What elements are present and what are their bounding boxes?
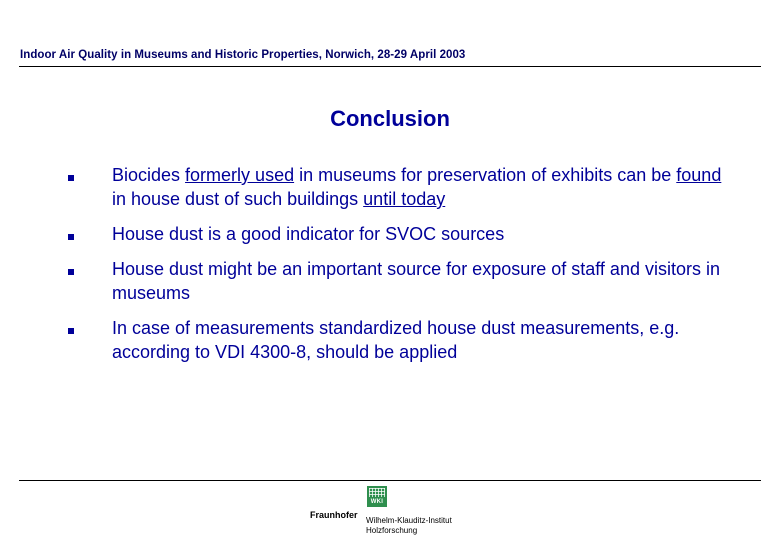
bullet-text-part: in house dust of such buildings (112, 189, 364, 209)
bullet-text: House dust might be an important source for exposure of staff and visitors in museums (112, 259, 720, 303)
header-divider (19, 66, 761, 67)
bullet-list (68, 163, 728, 375)
bullet-marker (68, 234, 74, 240)
bullet-item-measurements (68, 316, 728, 364)
fraunhofer-wki-logo (310, 486, 480, 538)
bullet-text: House dust is a good indicator for SVOC sources (112, 224, 505, 244)
slide-title: Conclusion (330, 106, 450, 131)
bullet-text: In case of measurements standardized house dust measurements, e.g. according to VDI 4300-8, should be applied (112, 318, 680, 362)
bullet-text (112, 165, 721, 209)
institute-name (366, 516, 452, 536)
bullet-marker (68, 175, 74, 181)
underlined-text: formerly used (185, 165, 295, 185)
bullet-text-part: Biocides (112, 165, 186, 185)
bullet-item-indicator (68, 222, 728, 246)
header-title: Indoor Air Quality in Museums and Historic Properties, Norwich, 28-29 April 2003 (20, 49, 466, 61)
bullet-item-biocides (68, 163, 728, 211)
underlined-text: until today (363, 189, 446, 209)
institute-name-line1: Wilhelm-Klauditz-Institut (366, 516, 452, 525)
institute-name-line2: Holzforschung (366, 526, 418, 535)
bullet-item-exposure (68, 257, 728, 305)
underlined-text: found (676, 165, 722, 185)
wki-grid-pattern (369, 488, 385, 497)
bullet-marker (68, 328, 74, 334)
footer-divider (19, 480, 761, 481)
bullet-marker (68, 269, 74, 275)
bullet-text-part: in museums for preservation of exhibits can be (294, 165, 677, 185)
fraunhofer-wordmark: Fraunhofer (310, 510, 358, 520)
wki-badge-text: WKI (370, 499, 384, 505)
wki-logo-icon (367, 486, 387, 507)
